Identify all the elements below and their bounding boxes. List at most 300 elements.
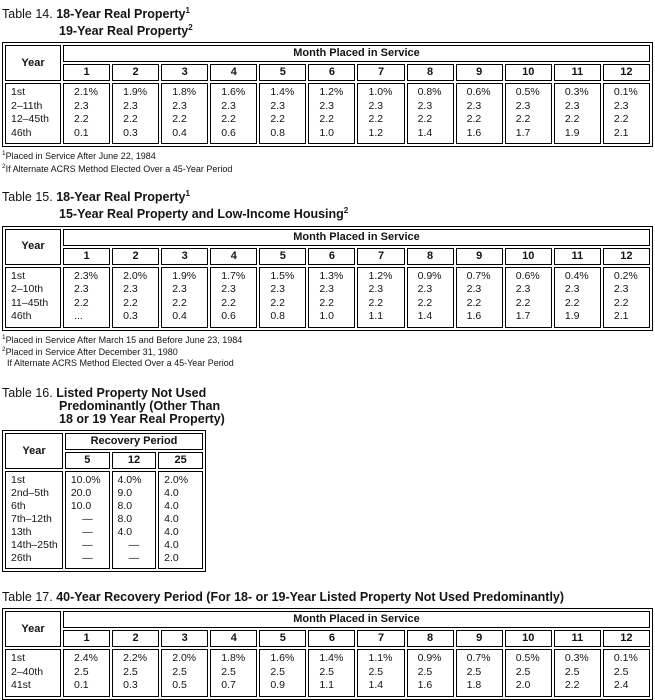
column-header: 10 [505,630,552,647]
header-row-group [5,433,203,450]
value: 1.9 [564,126,580,139]
year-label: 2–11th [11,99,43,112]
value-line [358,297,403,311]
column-header: 25 [158,452,203,469]
column-group-header: Recovery Period [65,433,203,450]
value: 2.3 [319,99,335,112]
value-line [211,652,256,666]
column-header: 1 [63,248,110,265]
value: 2.2 [466,113,482,126]
value: 0.8% [417,86,442,99]
header-row-columns [5,248,650,265]
value: 2.5 [221,665,236,678]
value-line [555,310,600,324]
column-header: 3 [161,248,208,265]
value: 1.9% [172,269,197,282]
value-line [358,113,403,127]
value: 2.2 [515,113,531,126]
value: 1.4 [417,310,433,323]
value-line [358,127,403,141]
value-line [358,652,403,666]
year-label: 13th [11,526,32,539]
table-15-section [2,187,653,368]
footnote: $^2$If Alternate ACRS Method Elected Over a 45-Year Period [2,162,233,174]
value: 2.2 [319,113,335,126]
body-row [5,649,650,697]
value: 2.0% [164,474,189,487]
value-line [604,113,649,127]
value: 1.6 [417,679,433,692]
table-body [5,267,650,328]
column-header: 5 [259,630,306,647]
value: 2.2 [564,679,580,692]
value-line [162,652,207,666]
value: 1.9% [123,86,148,99]
values-column-cell [456,267,503,328]
row-header-cell: Year [5,611,61,647]
value-line [113,127,158,141]
values-column-cell [308,83,355,144]
column-header: 5 [259,64,306,81]
year-label: 1st [11,652,26,665]
value-line [358,270,403,284]
value: 0.3 [123,310,138,323]
value: 2.2 [466,296,482,309]
value: 0.8 [270,126,285,139]
column-header: 1 [63,630,110,647]
value: 0.8 [270,310,285,323]
column-header: 12 [603,630,650,647]
value-line [358,100,403,114]
value-line [506,127,551,141]
column-header: 2 [112,630,159,647]
value-line [260,86,305,100]
value-line [457,86,502,100]
value-line [309,297,354,311]
value: 2.2 [74,296,89,309]
value-line [260,127,305,141]
value: 2.2 [172,113,187,126]
value-line [66,500,109,513]
value: 2.2 [564,296,580,309]
column-header: 10 [505,64,552,81]
value: 1.2% [368,269,393,282]
title-footnote-marker: 2 [188,23,193,33]
column-header: 3 [161,630,208,647]
value-line [555,270,600,284]
year-label: 41st [11,679,31,692]
value: 2.2 [515,296,531,309]
value-line [159,474,202,487]
table-14-section [2,4,653,174]
value: 0.4 [172,126,187,139]
footnote: $^1$Placed in Service After March 15 and Before June 23, 1984 [2,333,243,345]
year-label: 46th [11,126,32,139]
value-line [113,474,156,487]
value-line [408,679,453,693]
value-line [260,100,305,114]
values-column-cell [112,649,159,697]
value: 2.2 [564,113,580,126]
value: 0.4% [564,269,589,282]
row-header-cell: Year [5,45,61,81]
column-header: 7 [357,64,404,81]
value: 2.3 [368,99,384,112]
value-line [506,297,551,311]
value-line [162,666,207,680]
value: 4.0 [164,487,179,500]
value: 2.0% [123,269,148,282]
values-column-cell [112,267,159,328]
values-column-cell [210,649,257,697]
value-line [211,86,256,100]
values-column-cell [407,267,454,328]
value-line [604,100,649,114]
value: 1.1 [319,679,335,692]
value: 0.6 [221,126,236,139]
table-header [5,45,650,81]
value-line [506,310,551,324]
value-line: — [128,552,140,565]
column-header: 6 [308,630,355,647]
footnote: If Alternate ACRS Method Elected Over a 45-Year Period [7,357,234,368]
value: 0.1% [613,652,638,665]
value-line [555,127,600,141]
value-line [358,86,403,100]
value: 8.0 [117,513,133,526]
value-line [604,666,649,680]
value: 2.3 [270,99,285,112]
values-column-cell [158,471,203,569]
value-line [113,100,158,114]
value-line [309,652,354,666]
column-header: 8 [407,630,454,647]
value: 2.3% [74,269,98,282]
value: 2.5 [368,665,384,678]
value-line [358,666,403,680]
value: 0.6% [466,86,491,99]
value-line [457,310,502,324]
value: 2.5 [172,665,187,678]
column-header: 10 [505,248,552,265]
value: 2.3 [564,99,580,112]
value: 2.3 [515,283,531,296]
body-row [5,83,650,144]
value: 2.2 [172,296,187,309]
value-line [555,86,600,100]
value-line [64,113,109,127]
value: 2.3 [221,99,236,112]
value-line [211,310,256,324]
value: 0.3 [123,126,138,139]
value-line [211,270,256,284]
value: 4.0 [164,526,179,539]
year-labels-cell [5,471,63,569]
value-line [506,679,551,693]
value: 0.9% [417,269,442,282]
value-line [113,526,156,539]
value: 0.9 [270,679,285,692]
value: 2.2 [613,113,629,126]
value-line [66,487,109,500]
column-header: 6 [308,64,355,81]
value-line [555,283,600,297]
value: 0.3% [564,652,589,665]
table-title-line: Table 16. Listed Property Not Used [2,386,207,401]
column-header: 11 [554,64,601,81]
table-16-section [2,387,653,572]
value-line [309,310,354,324]
values-column-cell [554,267,601,328]
value-line [457,270,502,284]
values-column-cell [357,267,404,328]
value-line [113,666,158,680]
value: 2.3 [74,283,89,296]
column-header: 12 [603,248,650,265]
value-line [457,652,502,666]
value-line [260,679,305,693]
value-line [211,297,256,311]
value: 2.2 [123,113,138,126]
value-line [358,310,403,324]
value: 1.8% [172,86,197,99]
value: 20.0 [70,487,92,500]
table-label: Table 16. [2,386,57,401]
values-column-cell [308,649,355,697]
value: 2.2 [221,296,236,309]
year-label: 26th [11,552,32,565]
value: 2.2 [613,296,629,309]
value: 2.3 [368,283,384,296]
value: 1.2 [368,126,384,139]
values-column-cell [210,267,257,328]
value-line [309,679,354,693]
table-16-title [2,387,653,426]
value-line [159,526,202,539]
value-line [506,666,551,680]
year-label: 11–45th [11,296,49,309]
values-column-cell [63,649,110,697]
value: 2.4% [74,652,98,665]
column-header: 6 [308,248,355,265]
value: 1.4 [368,679,384,692]
value-line [457,113,502,127]
value: 2.2 [319,296,335,309]
value: 2.3 [564,283,580,296]
value: 1.7% [221,269,246,282]
value-line [64,100,109,114]
value: 1.5% [270,269,295,282]
value-line: — [128,539,140,552]
value-line [604,679,649,693]
value: 2.5 [123,665,138,678]
value-line [211,283,256,297]
value: 2.5 [270,665,285,678]
value: 2.0 [515,679,531,692]
value: 2.2 [417,296,433,309]
values-column-cell [456,649,503,697]
row-header-cell: Year [5,433,63,469]
body-row [5,471,203,569]
value-line [211,100,256,114]
value: 2.3 [172,99,187,112]
year-label: 6th [11,500,26,513]
value-line [159,500,202,513]
value-line [506,100,551,114]
value-line: — [82,526,93,539]
table-body [5,471,203,569]
value: 2.3 [172,283,187,296]
value: 2.1% [74,86,98,99]
column-header: 2 [112,64,159,81]
values-column-cell [161,267,208,328]
value: 1.0 [319,310,335,323]
values-column-cell [65,471,110,569]
value-line [162,86,207,100]
column-header: 5 [65,452,110,469]
value-line [162,100,207,114]
table-title-line: Predominantly (Other Than [59,399,221,414]
value-line [408,283,453,297]
value: 8.0 [117,500,133,513]
values-column-cell [505,83,552,144]
value-line [162,679,207,693]
value-line [64,652,109,666]
value-line [408,270,453,284]
values-column-cell [112,83,159,144]
table-14-title [2,4,653,38]
value-line [506,270,551,284]
table-title-line: 15-Year Real Property and Low-Income Housing$^2$ [59,206,349,222]
value: 2.5 [319,665,335,678]
value: 0.5 [172,679,187,692]
column-header: 12 [112,452,157,469]
value: 2.1 [613,310,629,323]
value: 9.0 [117,487,133,500]
value-line [604,652,649,666]
column-header: 4 [210,64,257,81]
column-header: 9 [456,630,503,647]
value-line [309,86,354,100]
value-line [457,297,502,311]
values-column-cell [259,83,306,144]
column-header: 4 [210,630,257,647]
value: 4.0 [164,539,179,552]
value: 0.5% [515,86,540,99]
value-line [555,100,600,114]
value-line [211,666,256,680]
value-line [162,297,207,311]
value-line [260,297,305,311]
value-line [309,113,354,127]
year-label: 1st [11,86,26,99]
body-row [5,267,650,328]
value-line [159,552,202,565]
table-17-title [2,591,653,604]
value-line [408,127,453,141]
table-header [5,229,650,265]
value-line [457,283,502,297]
value-line [604,297,649,311]
value-line [162,283,207,297]
value: 1.4 [417,126,433,139]
value-line [604,283,649,297]
value: 2.2% [123,652,148,665]
values-column-cell [357,649,404,697]
value: 2.0 [164,552,179,565]
table-17 [2,608,653,700]
value-line [162,310,207,324]
values-column-cell [308,267,355,328]
value-line [260,666,305,680]
column-header: 3 [161,64,208,81]
value-line [457,127,502,141]
value: ... [74,310,83,323]
value: 2.5 [417,665,433,678]
table-15 [2,226,653,331]
value-line [159,487,202,500]
column-header: 7 [357,630,404,647]
value-line [408,100,453,114]
footnote-marker: 2 [2,162,6,170]
footnote-marker: 2 [2,346,6,354]
value: 1.6% [270,652,295,665]
table-label: Table 15. [2,190,57,205]
value: 0.3% [564,86,589,99]
value-line [64,127,109,141]
value-line [309,127,354,141]
value-line [555,679,600,693]
table-header [5,433,203,469]
value-line: — [82,513,93,526]
value-line: — [82,552,93,565]
year-label: 2–40th [11,665,44,678]
title-footnote-marker: 2 [343,206,349,216]
value: 4.0% [117,474,142,487]
value: 2.2 [368,113,384,126]
value: 1.2% [319,86,344,99]
value: 2.2 [270,113,285,126]
value: 1.3% [319,269,344,282]
value: 2.2 [270,296,285,309]
value: 4.0 [164,500,179,513]
value-line [260,270,305,284]
value-line [555,666,600,680]
value-line [260,113,305,127]
row-header-cell: Year [5,229,61,265]
footnote-marker: 1 [2,333,6,341]
value: 2.3 [417,99,433,112]
value: 4.0 [117,526,133,539]
values-column-cell [357,83,404,144]
value: 10.0 [70,500,92,513]
table-label: Table 14. [2,7,57,22]
column-header: 9 [456,64,503,81]
value: 0.1 [74,126,89,139]
value: 0.6% [515,269,540,282]
value-line [162,270,207,284]
footnote: $^2$Placed in Service After December 31, 1980 [2,346,178,358]
table-16 [2,430,206,572]
value: 1.4% [270,86,295,99]
values-column-cell [63,267,110,328]
value-line [211,113,256,127]
year-label: 7th–12th [11,513,52,526]
year-label: 46th [11,310,32,323]
column-header: 1 [63,64,110,81]
value: 2.3 [74,99,89,112]
table-14 [2,42,653,147]
